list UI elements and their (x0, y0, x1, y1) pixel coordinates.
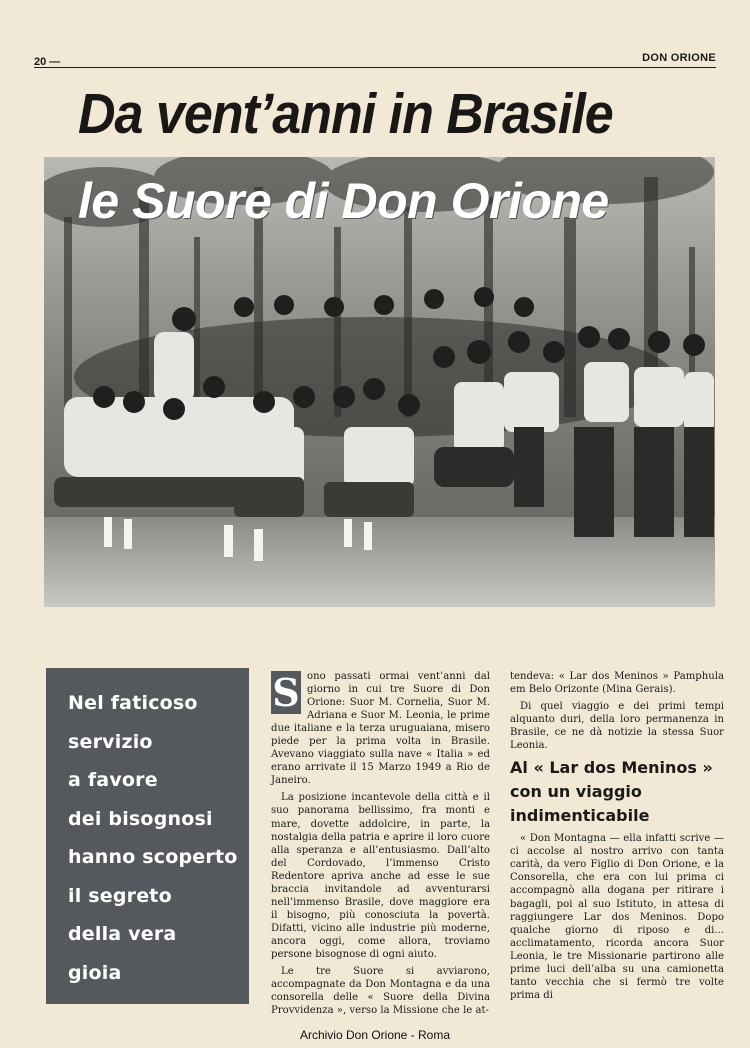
callout-line: dei bisognosi (68, 807, 213, 830)
article-paragraph: tendeva: « Lar dos Meninos » Pamphula em Belo Orizonte (Mina Gerais). (510, 671, 724, 696)
callout-line: il segreto (68, 884, 172, 907)
article-paragraph: Di quel viaggio e dei primi tempi alquanto duri, della loro permanenza in Brasile, ce ne dà notizie la stessa Suor Leonia. (510, 701, 724, 752)
callout-line: della vera (68, 923, 177, 945)
drop-cap: S (272, 670, 300, 715)
callout-line: gioia (68, 961, 122, 984)
callout-line: servizio (68, 730, 153, 753)
callout-line: a favore (68, 769, 158, 791)
callout-line: hanno scoperto (68, 846, 238, 868)
article-paragraph: La posizione incantevole della città e il suo panorama bellissimo, fra monti e mare, dovette addolcire, in parte, la nostalgia della patria e aprire il loro cuore alla speranza e all’entusiasmo. Dall’alto del Cordovado, l’immenso Cristo Redentore apriva anche ad esse le sue braccia invitandole ad avventurarsi nell’immenso Brasile, dove maggiore era il bisogno, più conosciuta la povertà. Difatti, vicino alle industrie più moderne, ancora oggi, come allora, troviamo persone bisognose di ogni aiuto. (271, 792, 490, 960)
article-column-2 (510, 670, 724, 1002)
headline-line-1: Da vent’anni in Brasile (78, 83, 613, 146)
header-rule (34, 67, 716, 68)
article-paragraph: ono passati ormai vent’anni dal giorno in cui tre Suore di Don Orione: Suor M. Cornelia, Suor M. Adriana e Suor M. Leonia, le prime due italiane e la terza uruguaiana, misero piede per la prima volta in Brasile. Avevano viaggiato sulla nave « Italia » ed erano arrivate il 15 Marzo 1949 a Rio de Janeiro. (271, 671, 490, 787)
callout-box (46, 668, 249, 1004)
article-subheading: Al « Lar dos Meninos » con un viaggio indimenticabile (510, 758, 713, 826)
article-paragraph: Le tre Suore si avviarono, accompagnate da Don Montagna e da una consorella delle « Suore della Divina Provvidenza », verso la Missione che le at- (271, 966, 490, 1017)
magazine-title: DON ORIONE (642, 52, 716, 64)
headline-line-2: le Suore di Don Orione (78, 173, 609, 229)
archive-footer: Archivio Don Orione - Roma (299, 1028, 451, 1042)
article-column-1 (271, 670, 490, 1017)
callout-line: Nel faticoso (68, 692, 198, 714)
page-number: 20 — (34, 56, 61, 68)
article-paragraph: « Don Montagna — ella infatti scrive — ci accolse al nostro arrivo con tanta carità, da vero Figlio di Don Orione, e la Consorella, che era con lui prima ci accompagnò alla dogana per ritirare i bagagli, poi al suo Istituto, in attesa di raggiungere Lar dos Meninos. Dopo qualche giorno di riposo e di... acclimatamento, ricorda ancora Suor Leonia, le tre Missionarie partirono alle prime luci dell’alba su una camionetta tanto vecchia che si fermò tre volte prima di (510, 833, 724, 1001)
